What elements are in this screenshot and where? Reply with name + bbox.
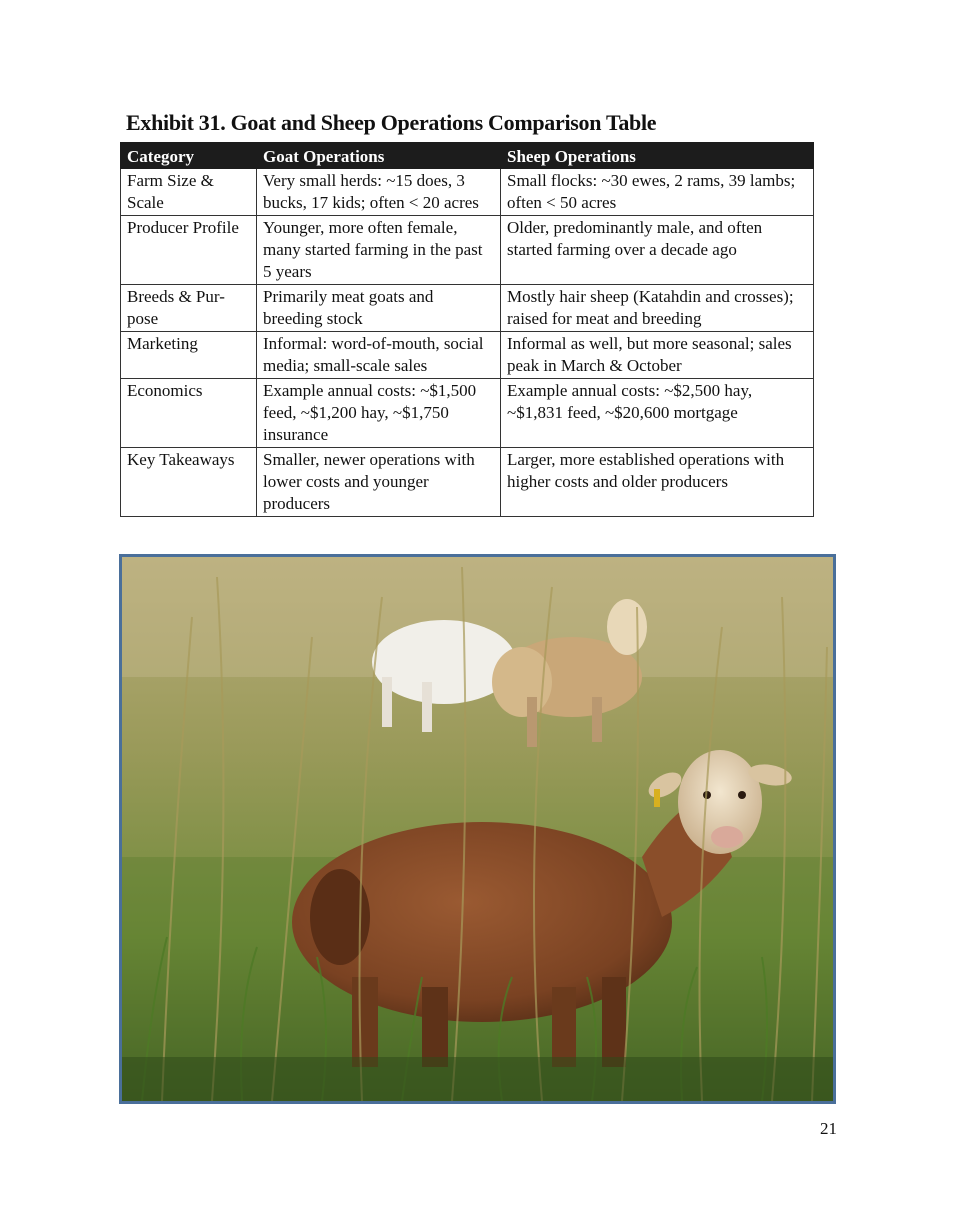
table-header-row	[121, 143, 814, 169]
sheep-cell: Mostly hair sheep (Katahdin and crosses); raised for meat and breeding	[501, 285, 814, 332]
goat-cell: Informal: word-of-mouth, social media; small-scale sales	[257, 332, 501, 379]
exhibit-title: Exhibit 31. Goat and Sheep Operations Comparison Table	[126, 110, 657, 135]
page-number: 21	[820, 1119, 837, 1138]
row-category-cell: Farm Size & Scale	[121, 169, 257, 216]
sheep-cell: Larger, more established operations with higher costs and older producers	[501, 448, 814, 517]
comparison-table	[120, 142, 814, 517]
goat-cell: Primarily meat goats and breeding stock	[257, 285, 501, 332]
table-row	[121, 332, 814, 379]
table-row	[121, 448, 814, 517]
sheep-cell: Small flocks: ~30 ewes, 2 rams, 39 lambs; often < 50 acres	[501, 169, 814, 216]
goat-cell: Younger, more often female, many started farming in the past 5 years	[257, 216, 501, 285]
sheep-cell: Example annual costs: ~$2,500 hay, ~$1,831 feed, ~$20,600 mortgage	[501, 379, 814, 448]
row-category-cell: Breeds & Pur-pose	[121, 285, 257, 332]
header-category: Category	[121, 143, 257, 169]
table-row	[121, 379, 814, 448]
sheep-photo	[119, 554, 836, 1104]
table-row	[121, 285, 814, 332]
header-sheep-operations: Sheep Operations	[501, 143, 814, 169]
row-category-cell: Marketing	[121, 332, 257, 379]
goat-cell: Very small herds: ~15 does, 3 bucks, 17 kids; often < 20 acres	[257, 169, 501, 216]
sheep-cell: Informal as well, but more seasonal; sales peak in March & October	[501, 332, 814, 379]
table-row	[121, 169, 814, 216]
sheep-in-pasture-illustration	[122, 557, 833, 1101]
row-category-cell: Economics	[121, 379, 257, 448]
table-row	[121, 216, 814, 285]
row-category-cell: Producer Profile	[121, 216, 257, 285]
goat-cell: Smaller, newer operations with lower costs and younger producers	[257, 448, 501, 517]
sheep-cell: Older, predominantly male, and often started farming over a decade ago	[501, 216, 814, 285]
row-category-cell: Key Takeaways	[121, 448, 257, 517]
header-goat-operations: Goat Operations	[257, 143, 501, 169]
goat-cell: Example annual costs: ~$1,500 feed, ~$1,200 hay, ~$1,750 insurance	[257, 379, 501, 448]
